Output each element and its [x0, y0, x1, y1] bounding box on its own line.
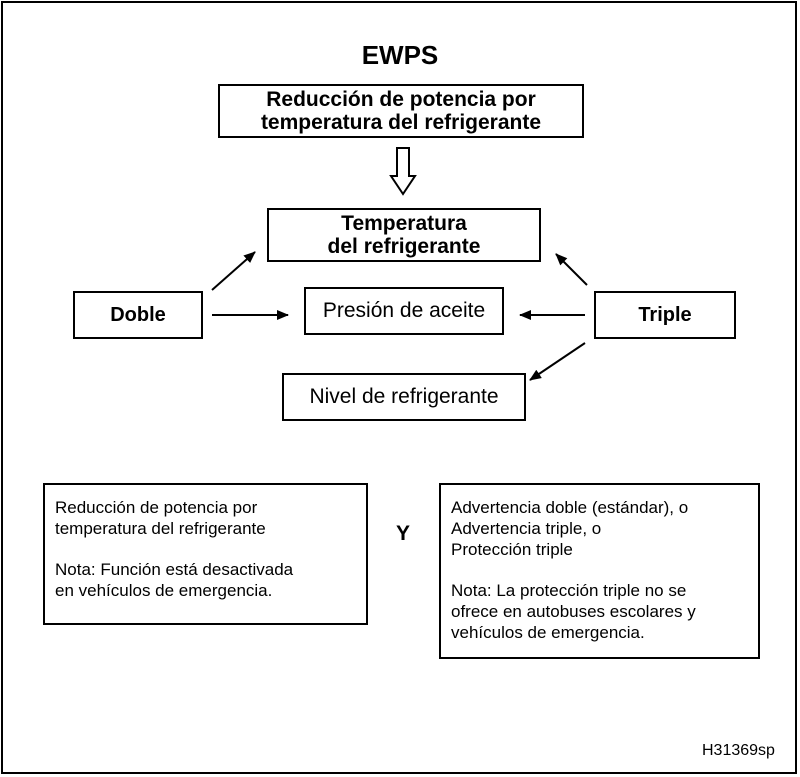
arrow-doble-to-temp	[212, 252, 255, 290]
doble-label: Doble	[110, 303, 166, 326]
left-note-line1: Reducción de potencia por	[55, 498, 258, 517]
oil-pressure-label: Presión de aceite	[322, 299, 486, 322]
arrow-triple-to-level	[530, 343, 585, 380]
right-note-line1: Advertencia doble (estándar), o	[451, 498, 689, 517]
left-note-line3: Nota: Función está desactivada	[55, 560, 294, 579]
right-note-line4: Nota: La protección triple no se	[451, 581, 687, 600]
right-note-line5: ofrece en autobuses escolares y	[451, 602, 696, 621]
down-hollow-arrow	[391, 148, 415, 194]
left-note-line2: temperatura del refrigerante	[55, 519, 266, 538]
right-note-box	[439, 483, 760, 659]
arrow-triple-to-temp	[556, 254, 587, 285]
right-note-line3: Protección triple	[451, 540, 573, 559]
left-note-line4: en vehículos de emergencia.	[55, 581, 273, 600]
coolant-temp-line2: del refrigerante	[327, 235, 481, 258]
power-reduction-line1: Reducción de potencia por	[266, 88, 536, 111]
coolant-level-label: Nivel de refrigerante	[309, 385, 499, 408]
coolant-temp-line1: Temperatura	[341, 212, 467, 235]
left-note-box	[43, 483, 368, 625]
diagram-title: EWPS	[361, 40, 439, 70]
right-note-line2: Advertencia triple, o	[451, 519, 602, 538]
power-reduction-line2: temperatura del refrigerante	[260, 111, 542, 134]
triple-label: Triple	[638, 303, 692, 326]
connector-y: Y	[396, 522, 411, 545]
right-note-line6: vehículos de emergencia.	[451, 623, 645, 642]
figure-id: H31369sp	[702, 742, 775, 759]
